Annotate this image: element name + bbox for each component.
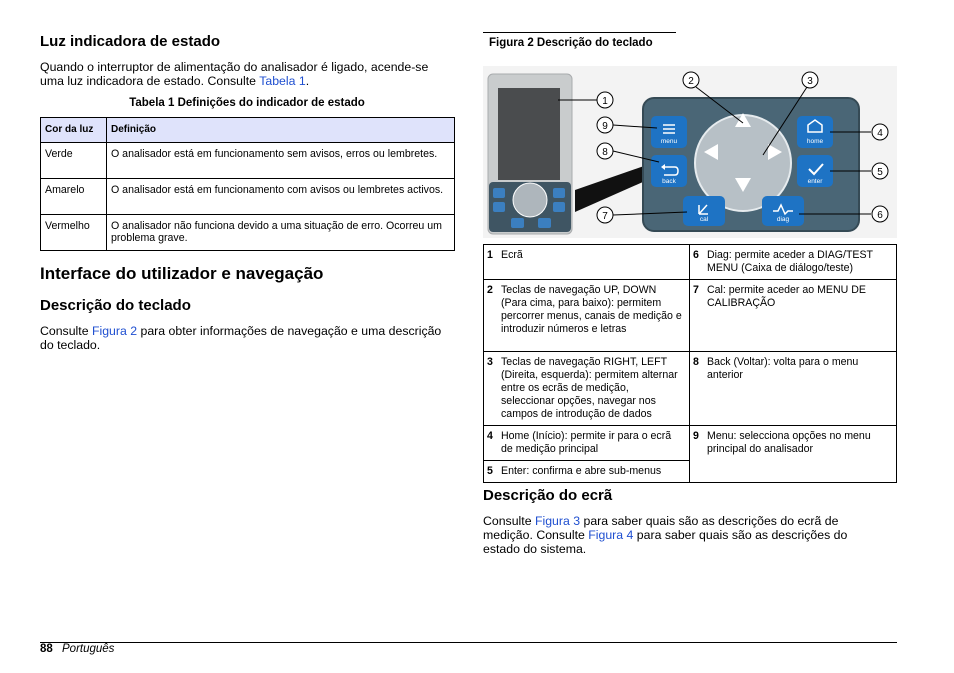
back-key-label: back (662, 178, 676, 185)
table-header-row (41, 118, 455, 143)
legend-text: Ecrã (498, 245, 690, 280)
table-cell: Amarelo (41, 178, 107, 214)
keypad-figure (483, 66, 897, 238)
footer-rule (40, 642, 897, 643)
figure-2-link[interactable]: Figura 2 (91, 324, 138, 338)
figure-3-link[interactable]: Figura 3 (534, 514, 581, 528)
legend-number: 9 (690, 426, 705, 483)
legend-number: 4 (484, 426, 499, 461)
cal-key-label: cal (699, 216, 709, 223)
keypad-panel (643, 98, 859, 231)
enter-key (797, 155, 833, 187)
legend-text: Cal: permite aceder ao MENU DE CALIBRAÇÃO (704, 280, 897, 352)
back-key (651, 155, 687, 187)
legend-text: Teclas de navegação UP, DOWN (Para cima, para baixo): permitem percorrer menus, canais de medição e introduzir números e letras (498, 280, 690, 352)
callout-2: 2 (688, 76, 694, 87)
callout-7: 7 (602, 211, 608, 222)
legend-number: 8 (690, 352, 705, 426)
page-number: 88 (40, 643, 53, 655)
table-cell: Verde (41, 142, 107, 178)
table-row (41, 142, 455, 178)
legend-number: 6 (690, 245, 705, 280)
legend-number: 7 (690, 280, 705, 352)
legend-number: 3 (484, 352, 499, 426)
screen-para-end: para saber quais são as descrições do estado do sistema. (483, 528, 848, 556)
legend-text: Diag: permite aceder a DIAG/TEST MENU (Caixa de diálogo/teste) (704, 245, 897, 280)
table-cell: O analisador está em funcionamento com avisos ou lembretes activos. (107, 178, 455, 214)
callout-1: 1 (602, 96, 608, 107)
callout-4: 4 (877, 128, 883, 139)
keypad-heading: Descrição do teclado (40, 297, 191, 314)
status-para-text: Quando o interruptor de alimentação do analisador é ligado, acende-se uma luz indicadora de estado. Consulte (40, 60, 429, 88)
keypad-para-text: Consulte (40, 324, 92, 338)
table-row (41, 214, 455, 250)
keypad-paragraph (40, 324, 450, 352)
diag-key (762, 196, 804, 226)
analyzer-device (488, 74, 572, 234)
menu-key (651, 116, 687, 148)
section-heading: Interface do utilizador e navegação (40, 264, 324, 283)
status-light-paragraph (40, 60, 450, 88)
callout-8: 8 (602, 147, 608, 158)
home-key (797, 116, 833, 148)
status-para-end: . (305, 74, 310, 88)
table-row (484, 280, 897, 352)
table-cell: O analisador não funciona devido a uma situação de erro. Ocorreu um problema grave. (107, 214, 455, 250)
table-row (484, 426, 897, 461)
table-row (484, 245, 897, 280)
table-header-cell: Cor da luz (41, 118, 107, 143)
cal-key (683, 196, 725, 226)
screen-heading: Descrição do ecrã (483, 487, 613, 504)
legend-text: Menu: selecciona opções no menu principal do analisador (704, 426, 897, 483)
status-light-heading: Luz indicadora de estado (40, 33, 221, 50)
legend-text: Enter: confirma e abre sub-menus (498, 461, 690, 483)
screen-para-text: Consulte (483, 514, 535, 528)
table-cell: O analisador está em funcionamento sem avisos, erros ou lembretes. (107, 142, 455, 178)
table-header-cell: Definição (107, 118, 455, 143)
legend-text: Back (Voltar): volta para o menu anterior (704, 352, 897, 426)
keypad-para-end: para obter informações de navegação e uma descrição do teclado. (40, 324, 442, 352)
figure-2-caption: Figura 2 Descrição do teclado (489, 37, 653, 49)
menu-key-label: menu (660, 138, 678, 145)
keypad-legend-table (483, 244, 897, 483)
callout-5: 5 (877, 167, 883, 178)
screen-para-text: para saber quais são as descrições do ecrã de medição. Consulte (483, 514, 839, 542)
table-row (41, 178, 455, 214)
device-screen (498, 88, 560, 180)
footer-language: Português (62, 643, 115, 655)
status-definition-table (40, 117, 455, 251)
legend-text: Home (Início): permite ir para o ecrã de medição principal (498, 426, 690, 461)
table-cell: Vermelho (41, 214, 107, 250)
callout-9: 9 (602, 121, 608, 132)
home-key-label: home (806, 138, 824, 145)
legend-number: 5 (484, 461, 499, 483)
table-1-caption: Tabela 1 Definições do indicador de estado (129, 97, 365, 109)
diag-key-label: diag (776, 216, 790, 223)
enter-key-label: enter (807, 178, 823, 185)
legend-text: Teclas de navegação RIGHT, LEFT (Direita, esquerda): permitem alternar entre os ecrãs de medição, seleccionar opções, navegar nos campos de introdução de dados (498, 352, 690, 426)
legend-number: 2 (484, 280, 499, 352)
callout-3: 3 (807, 76, 813, 87)
callout-6: 6 (877, 210, 883, 221)
legend-number: 1 (484, 245, 499, 280)
table-row (484, 352, 897, 426)
table-1-link[interactable]: Tabela 1 (259, 74, 306, 88)
figure-4-link[interactable]: Figura 4 (588, 528, 634, 542)
footer (40, 643, 114, 655)
screen-paragraph (483, 514, 878, 556)
figure-caption-rule (483, 32, 676, 33)
